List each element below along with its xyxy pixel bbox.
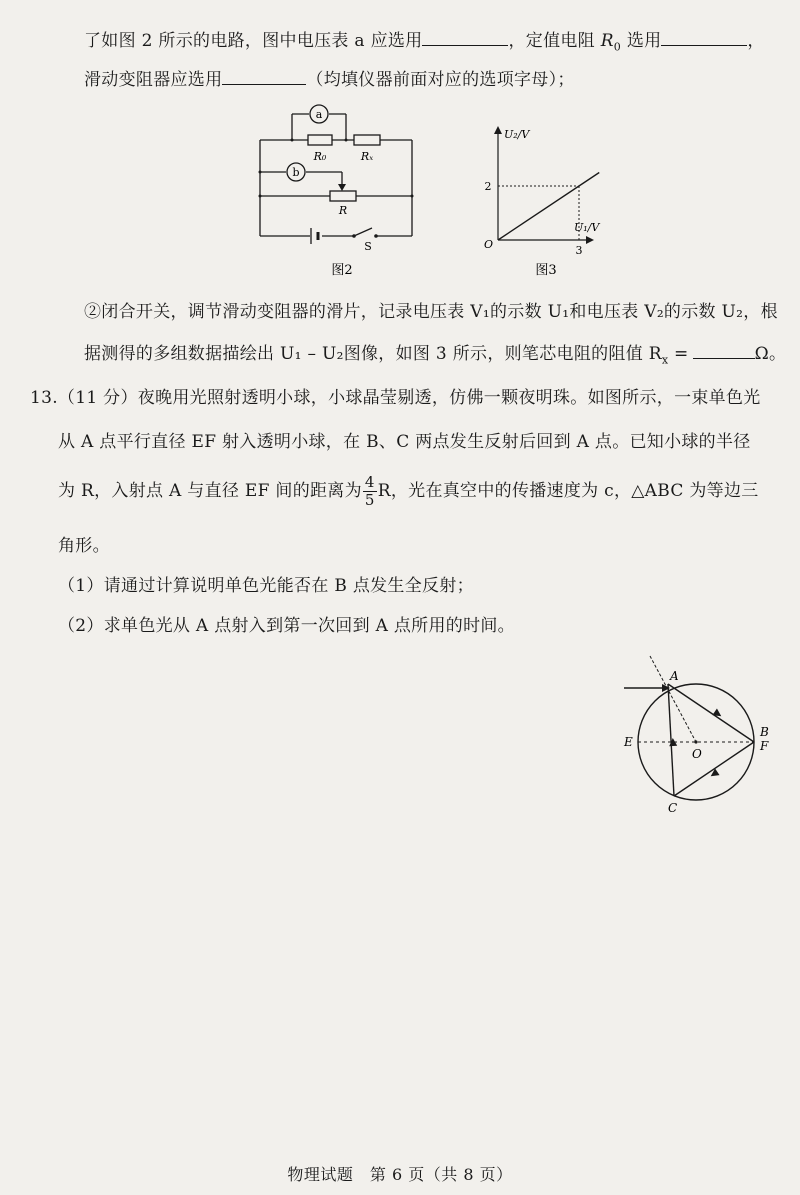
point-a-label: A: [670, 669, 679, 683]
y-tick-label: 2: [484, 180, 492, 193]
answer-blank-rheostat[interactable]: [222, 66, 306, 85]
fig2-caption: 图2: [331, 263, 353, 278]
q13-sub2: （2）求单色光从 A 点射入到第一次回到 A 点所用的时间。: [58, 616, 515, 636]
rx-label: Rₓ: [360, 150, 374, 163]
x-axis-label: U₁/V: [574, 221, 600, 234]
answer-blank-r0[interactable]: [661, 27, 747, 46]
q12-line1: 了如图 2 所示的电路，图中电压表 a 应选用 ，定值电阻 $R_0$ 选用 ，: [84, 27, 765, 59]
y-axis-label: U₂/V: [504, 128, 530, 141]
fig3-caption: 图3: [535, 263, 557, 278]
point-e-label: E: [624, 735, 633, 749]
ball-light-path-figure: [610, 648, 790, 822]
q13-line3: 为 R，入射点 A 与直径 EF 间的距离为 $\frac{4}{5}$ R，光在真空中的传播速度为 c，△ABC 为等边三: [58, 473, 759, 509]
rheostat-label: R: [338, 204, 348, 217]
center-o-label: O: [692, 747, 702, 761]
q12-step2-line1: ②闭合开关，调节滑动变阻器的滑片，记录电压表 V₁的示数 U₁和电压表 V₂的示数 U₂，根: [84, 302, 778, 322]
answer-blank-rx[interactable]: [693, 340, 755, 359]
point-c-label: C: [668, 801, 678, 815]
switch-label: S: [364, 240, 372, 253]
r0-label: R₀: [313, 150, 327, 163]
meter-a-label: a: [315, 108, 323, 121]
u1-u2-graph: [478, 118, 618, 284]
page-footer: 物理试题 第 6 页（共 8 页）: [287, 1165, 513, 1184]
circuit-figure: [250, 100, 430, 284]
q13-line2: 从 A 点平行直径 EF 射入透明小球，在 B、C 两点发生反射后回到 A 点。已知小球的半径: [58, 432, 751, 452]
q13-line1: 13.（11 分）夜晚用光照射透明小球，小球晶莹剔透，仿佛一颗夜明珠。如图所示，一束单色光: [30, 388, 761, 408]
point-b-label: B: [760, 725, 769, 739]
meter-b-label: b: [292, 166, 300, 179]
q12-step2-line2: 据测得的多组数据描绘出 U₁ – U₂图像，如图 3 所示，则笔芯电阻的阻值 $R_x = \Omega$。: [84, 340, 786, 372]
answer-blank-meter-a[interactable]: [422, 27, 508, 46]
q12-line2: 滑动变阻器应选用 （均填仪器前面对应的选项字母）；: [84, 66, 575, 92]
point-f-label: F: [760, 739, 769, 753]
fraction-four-fifths: $\frac{4}{5}$: [364, 473, 375, 509]
x-tick-label: 3: [575, 244, 583, 257]
q13-sub1: （1）请通过计算说明单色光能否在 B 点发生全反射；: [58, 576, 474, 596]
q13-line4: 角形。: [58, 536, 110, 556]
origin-label: O: [484, 238, 494, 251]
